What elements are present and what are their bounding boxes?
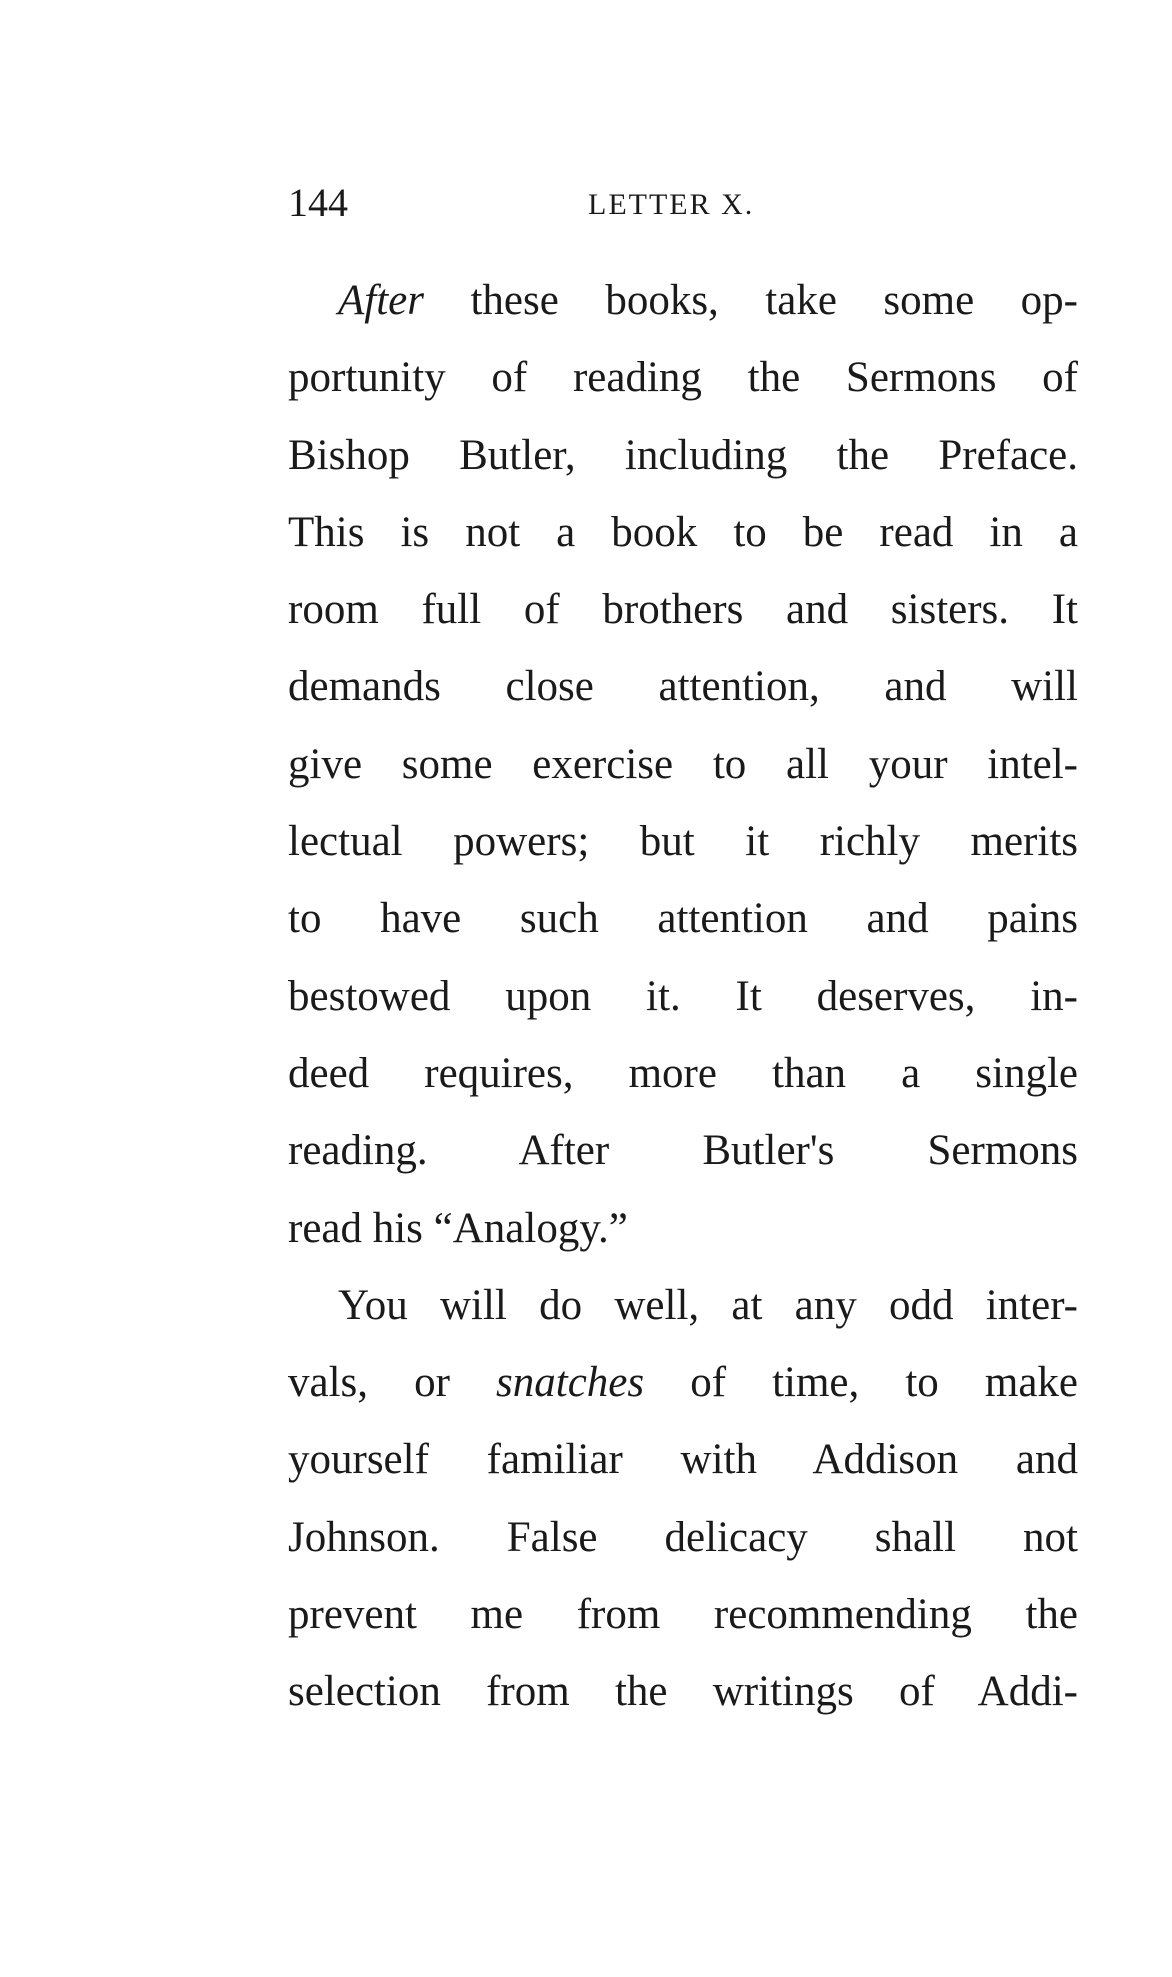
text-line (288, 262, 1078, 339)
text-line: read his “Analogy.” (288, 1204, 628, 1252)
text-line: selection from the writings of Addi- (288, 1668, 1078, 1716)
page-header (288, 178, 1078, 228)
text-line (288, 1344, 1078, 1421)
text-line: demands close attention, and will (288, 663, 1078, 711)
line-text: vals, or (288, 1359, 497, 1407)
text-line: This is not a book to be read in a (288, 508, 1078, 556)
running-head: LETTER X. (588, 188, 755, 221)
text-line: prevent me from recommending the (288, 1591, 1078, 1639)
text-line: yourself familiar with Addison and (288, 1436, 1078, 1484)
body-text (288, 262, 1078, 1731)
italic-word: After (338, 277, 424, 324)
text-line: bestowed upon it. It deserves, in- (288, 972, 1078, 1020)
text-line: You will do well, at any odd inter- (338, 1281, 1078, 1329)
text-line: room full of brothers and sisters. It (288, 586, 1078, 634)
page-number: 144 (288, 180, 348, 225)
text-line: deed requires, more than a single (288, 1049, 1078, 1097)
text-line: Bishop Butler, including the Preface. (288, 431, 1078, 479)
line-text: of time, to make (644, 1359, 1079, 1407)
text-line: Johnson. False delicacy shall not (288, 1513, 1078, 1561)
italic-word: snatches (496, 1359, 645, 1407)
text-line: to have such attention and pains (288, 895, 1078, 943)
line-text: these books, take some op- (423, 277, 1078, 324)
text-line: reading. After Butler's Sermons (288, 1127, 1078, 1175)
text-line: give some exercise to all your intel- (288, 740, 1078, 788)
text-line: lectual powers; but it richly merits (288, 818, 1078, 866)
text-line: portunity of reading the Sermons of (288, 354, 1078, 402)
